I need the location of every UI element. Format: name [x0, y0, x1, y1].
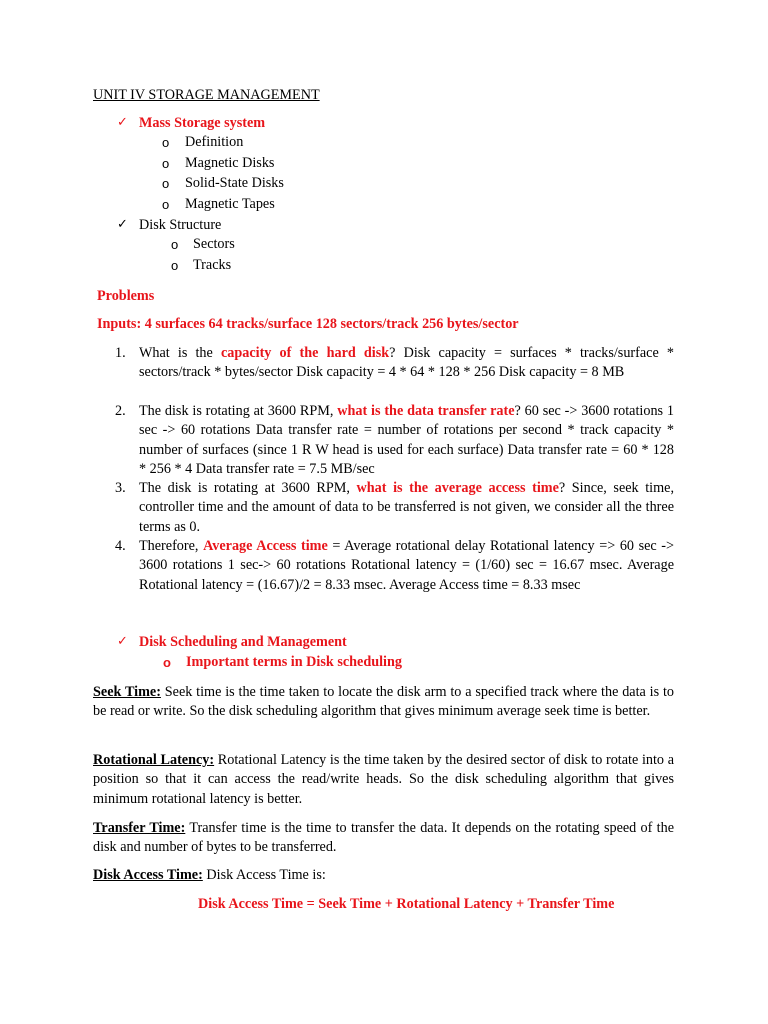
term-label: Transfer Time:: [93, 820, 186, 836]
problems-inputs: Inputs: 4 surfaces 64 tracks/surface 128 sectors/track 256 bytes/sector: [97, 316, 519, 332]
outline-subitem: Tracks: [193, 257, 232, 273]
page-title: UNIT IV STORAGE MANAGEMENT: [93, 87, 320, 103]
definition-transfer-time: Transfer Time: Transfer time is the time to transfer the data. It depends on the rotating speed of the disk and number of bytes to be transferred.: [93, 820, 674, 856]
list-number: 1.: [115, 345, 126, 361]
list-number: 2.: [115, 403, 126, 419]
outline-subitem: Definition: [185, 134, 244, 150]
outline-subitem: Magnetic Tapes: [185, 196, 275, 212]
disk-access-formula: Disk Access Time = Seek Time + Rotational Latency + Transfer Time: [198, 896, 615, 912]
circle-bullet-icon: o: [162, 135, 170, 150]
outline-subitem: Solid-State Disks: [185, 175, 284, 191]
problem-highlight: capacity of the hard disk: [220, 345, 390, 361]
outline-item-disk-structure: Disk Structure: [139, 217, 222, 233]
term-label: Disk Access Time:: [93, 867, 203, 883]
problem-highlight: what is the average access time: [356, 480, 559, 496]
definition-disk-access-time: Disk Access Time: Disk Access Time is:: [93, 867, 326, 883]
scheduling-heading: Disk Scheduling and Management: [139, 634, 347, 650]
list-number: 3.: [115, 480, 126, 496]
list-number: 4.: [115, 538, 126, 554]
check-icon: ✓: [117, 115, 128, 130]
circle-bullet-icon: o: [162, 197, 170, 212]
scheduling-subheading: Important terms in Disk scheduling: [186, 654, 402, 670]
problem-highlight: Average Access time: [203, 538, 328, 554]
circle-bullet-icon: o: [162, 176, 170, 191]
problem-item-1: What is the capacity of the hard disk? Disk capacity = surfaces * tracks/surface * sectors/track * bytes/sector Disk capacity = 4 * 64 * 128 * 256 Disk capacity = 8 MB: [139, 345, 674, 381]
circle-bullet-icon: o: [163, 655, 171, 670]
circle-bullet-icon: o: [171, 237, 179, 252]
problem-item-4: Therefore, Average Access time = Average rotational delay Rotational latency => 60 sec -> 3600 rotations 1 sec-> 60 rotations Rotational latency = (1/60) sec = 16.67 msec. Average Rotational latency = (16.67)/2 = 8.33 msec. Average Access time = 8.33 msec: [139, 538, 675, 593]
definition-rotational-latency: Rotational Latency: Rotational Latency is the time taken by the desired sector of disk to rotate into a position so that it can access the read/write heads. So the disk scheduling algorithm that gives minimum rotational latency is better.: [93, 752, 674, 807]
circle-bullet-icon: o: [162, 156, 170, 171]
circle-bullet-icon: o: [171, 258, 179, 273]
problem-item-2: The disk is rotating at 3600 RPM, what is the data transfer rate? 60 sec -> 3600 rotations 1 sec -> 60 rotations Data transfer rate = number of rotations per second * track capacity * number of surfaces (since 1 R W head is used for each surface) Data transfer rate = 60 * 128 * 256 * 4 Data transfer rate = 7.5 MB/sec: [139, 403, 674, 478]
definition-seek-time: Seek Time: Seek time is the time taken to locate the disk arm to a specified track where the data is to be read or write. So the disk scheduling algorithm that gives minimum average seek time is better.: [93, 684, 674, 720]
problems-heading: Problems: [97, 288, 155, 304]
outline-item-mass-storage: Mass Storage system: [139, 115, 266, 131]
check-icon: ✓: [117, 634, 128, 649]
problem-item-3: The disk is rotating at 3600 RPM, what is the average access time? Since, seek time, controller time and the amount of data to be transferred is not given, we consider all the three terms as 0.: [139, 480, 674, 535]
check-icon: ✓: [117, 217, 128, 232]
problem-highlight: what is the data transfer rate: [337, 403, 515, 419]
outline-subitem: Sectors: [193, 236, 235, 252]
term-label: Seek Time:: [93, 684, 161, 700]
term-label: Rotational Latency:: [93, 752, 215, 768]
outline-subitem: Magnetic Disks: [185, 155, 275, 171]
